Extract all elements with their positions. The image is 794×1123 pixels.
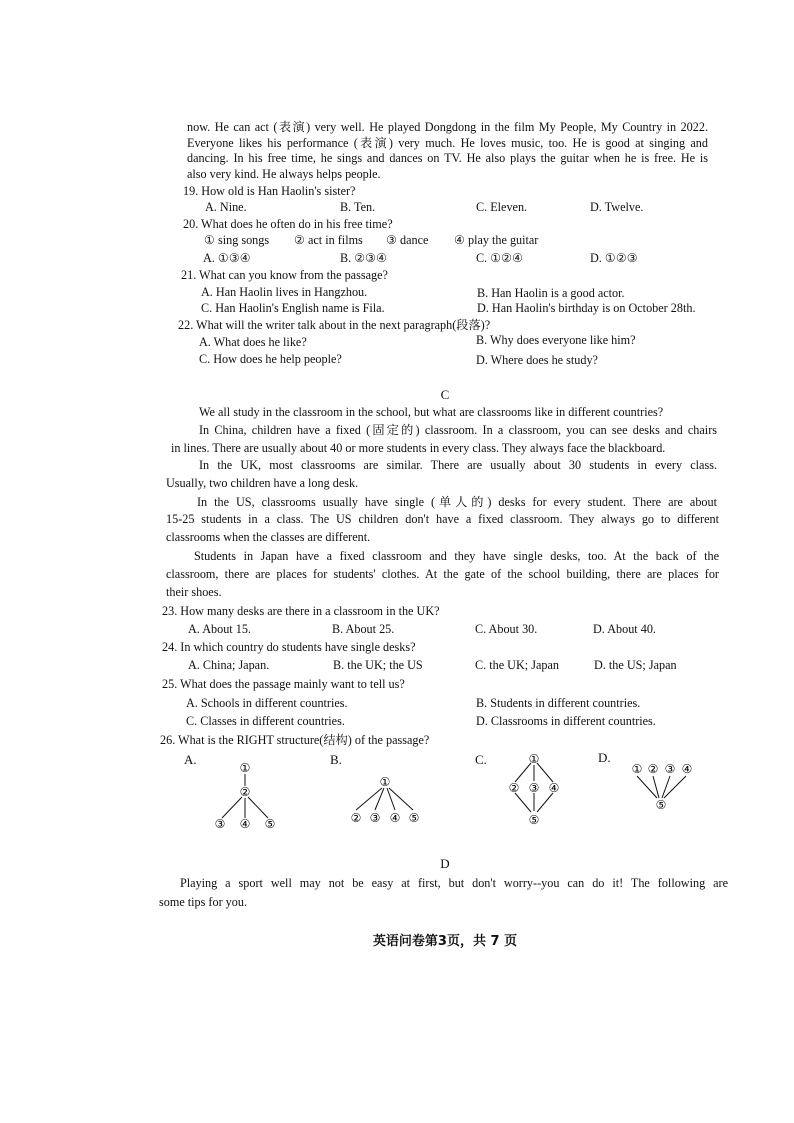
q26-option-a-label[interactable]: A.	[184, 752, 197, 767]
c-node-1: ①	[528, 752, 540, 766]
b-node-3: ③	[369, 811, 381, 825]
d-node-2: ②	[647, 762, 659, 776]
c-p3-line-2: Usually, two children have a long desk.	[166, 476, 359, 490]
c-p3-line-1: In the UK, most classrooms are similar. There are usually about 30 students in every class.	[199, 458, 717, 472]
q26-diagram-b	[340, 770, 430, 830]
q24-option-b[interactable]: B. the UK; the US	[333, 658, 423, 672]
b-node-5: ⑤	[408, 811, 420, 825]
c-node-4: ④	[548, 781, 560, 795]
q22-stem: 22. What will the writer talk about in the next paragraph(段落)?	[178, 318, 491, 332]
c-p4-line-1: In the US, classrooms usually have single (单人的) desks for every student. There are about	[197, 495, 717, 509]
q24-option-a[interactable]: A. China; Japan.	[188, 658, 270, 672]
section-d-heading: D	[440, 856, 450, 871]
passage-b-line-1: now. He can act (表演) very well. He played Dongdong in the film My People, My Country in 2022.	[187, 120, 708, 134]
d-node-5: ⑤	[655, 798, 667, 812]
d-node-4: ④	[681, 762, 693, 776]
c-node-5: ⑤	[528, 813, 540, 827]
c-p4-line-3: classrooms when the classes are different.	[166, 530, 371, 544]
q20-choice-4: ④ play the guitar	[454, 233, 539, 247]
q21-option-d[interactable]: D. Han Haolin's birthday is on October 28th.	[477, 301, 696, 315]
section-c-heading: C	[440, 387, 450, 402]
a-node-1: ①	[239, 761, 251, 775]
page-footer: 英语问卷第3页，共 7 页	[372, 934, 518, 949]
q26-option-c-label[interactable]: C.	[475, 752, 487, 767]
a-node-3: ③	[214, 817, 226, 831]
q19-option-d[interactable]: D. Twelve.	[590, 200, 644, 214]
q24-option-d[interactable]: D. the US; Japan	[594, 658, 677, 672]
q23-stem: 23. How many desks are there in a classroom in the UK?	[162, 604, 440, 618]
q26-diagram-c	[490, 748, 580, 828]
b-node-1: ①	[379, 775, 391, 789]
q24-stem: 24. In which country do students have single desks?	[162, 640, 416, 654]
c-node-3: ③	[528, 781, 540, 795]
a-node-2: ②	[239, 785, 251, 799]
q20-choice-2: ② act in films	[294, 233, 363, 247]
a-node-5: ⑤	[264, 817, 276, 831]
q21-stem: 21. What can you know from the passage?	[181, 268, 388, 282]
q26-diagram-a	[200, 755, 290, 835]
a-node-4: ④	[239, 817, 251, 831]
d-line-1: Playing a sport well may not be easy at first, but don't worry--you can do it! The following are	[180, 876, 728, 890]
passage-b-line-3: dancing. In his free time, he sings and dances on TV. He also plays the guitar when he is free. He is	[187, 151, 708, 165]
d-node-3: ③	[664, 762, 676, 776]
q20-option-d[interactable]: D. ①②③	[590, 251, 638, 265]
q25-option-d[interactable]: D. Classrooms in different countries.	[476, 714, 656, 728]
q23-option-c[interactable]: C. About 30.	[475, 622, 538, 636]
q25-option-b[interactable]: B. Students in different countries.	[476, 696, 641, 710]
c-node-2: ②	[508, 781, 520, 795]
q19-option-c[interactable]: C. Eleven.	[476, 200, 528, 214]
c-p5-line-3: their shoes.	[166, 585, 222, 599]
q26-option-b-label[interactable]: B.	[330, 752, 342, 767]
q19-stem: 19. How old is Han Haolin's sister?	[183, 184, 356, 198]
q26-stem: 26. What is the RIGHT structure(结构) of the passage?	[160, 733, 430, 747]
q22-option-c[interactable]: C. How does he help people?	[199, 352, 342, 366]
q20-choice-1: ① sing songs	[204, 233, 270, 247]
c-p4-line-2: 15-25 students in a class. The US children don't have a fixed classroom. They always go to different	[166, 512, 719, 526]
q26-diagram-d	[615, 758, 705, 818]
q21-option-c[interactable]: C. Han Haolin's English name is Fila.	[201, 301, 385, 315]
q20-option-a[interactable]: A. ①③④	[203, 251, 251, 265]
q20-option-b[interactable]: B. ②③④	[340, 251, 388, 265]
q19-option-b[interactable]: B. Ten.	[340, 200, 376, 214]
q22-option-d[interactable]: D. Where does he study?	[476, 353, 598, 367]
q25-stem: 25. What does the passage mainly want to tell us?	[162, 677, 405, 691]
c-p5-line-1: Students in Japan have a fixed classroom and they have single desks, too. At the back of the	[194, 549, 719, 563]
d-node-1: ①	[631, 762, 643, 776]
c-p5-line-2: classroom, there are places for students' clothes. At the gate of the school building, there are places for	[166, 567, 719, 581]
q24-option-c[interactable]: C. the UK; Japan	[475, 658, 559, 672]
q21-option-b[interactable]: B. Han Haolin is a good actor.	[477, 286, 625, 300]
q23-option-d[interactable]: D. About 40.	[593, 622, 656, 636]
q26-option-d-label[interactable]: D.	[598, 750, 611, 765]
b-node-2: ②	[350, 811, 362, 825]
c-p2-line-1: In China, children have a fixed (固定的) classroom. In a classroom, you can see desks and chairs	[199, 423, 717, 437]
q20-stem: 20. What does he often do in his free time?	[183, 217, 393, 231]
q20-option-c[interactable]: C. ①②④	[476, 251, 524, 265]
b-node-4: ④	[389, 811, 401, 825]
q20-choice-3: ③ dance	[386, 233, 429, 247]
q25-option-a[interactable]: A. Schools in different countries.	[186, 696, 348, 710]
q21-option-a[interactable]: A. Han Haolin lives in Hangzhou.	[201, 285, 368, 299]
q23-option-b[interactable]: B. About 25.	[332, 622, 395, 636]
q19-option-a[interactable]: A. Nine.	[205, 200, 247, 214]
passage-b-line-2: Everyone likes his performance (表演) very much. He loves music, too. He is good at singing and	[187, 136, 708, 150]
d-line-2: some tips for you.	[159, 895, 248, 909]
q23-option-a[interactable]: A. About 15.	[188, 622, 251, 636]
c-p2-line-2: in lines. There are usually about 40 or more students in every class. They always face the blackboard.	[171, 441, 666, 455]
passage-b-line-4: also very kind. He always helps people.	[187, 167, 381, 181]
q22-option-b[interactable]: B. Why does everyone like him?	[476, 333, 636, 347]
q25-option-c[interactable]: C. Classes in different countries.	[186, 714, 345, 728]
q22-option-a[interactable]: A. What does he like?	[199, 335, 307, 349]
c-p1-line-1: We all study in the classroom in the school, but what are classrooms like in different countries?	[199, 405, 664, 419]
